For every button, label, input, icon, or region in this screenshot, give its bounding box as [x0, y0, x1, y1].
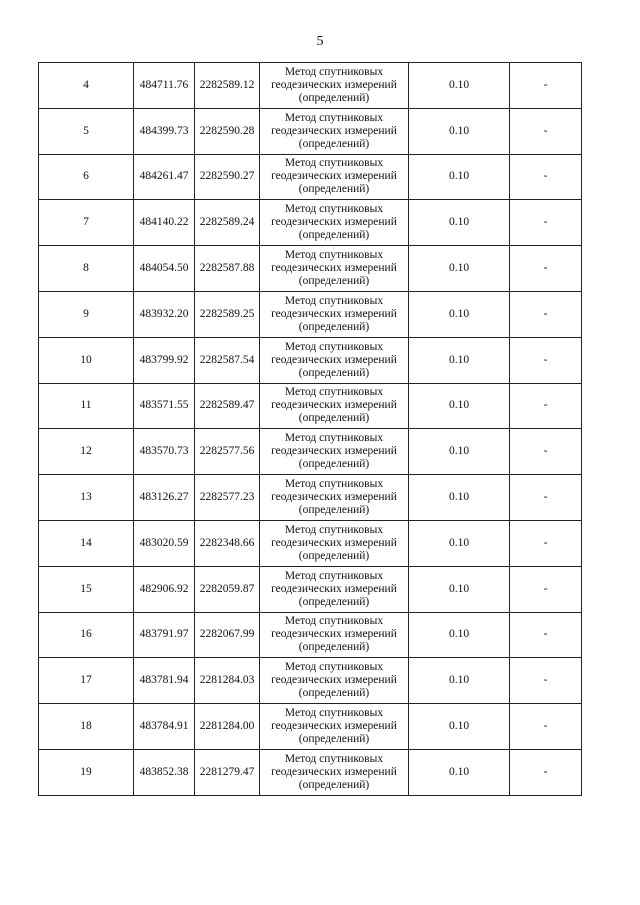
note-cell: - [510, 291, 582, 337]
y-coordinate-cell: 2282059.87 [195, 566, 260, 612]
method-cell [260, 658, 409, 704]
point-number-cell: 11 [39, 383, 134, 429]
method-line: Метод спутниковых [284, 157, 384, 170]
note-cell: - [510, 612, 582, 658]
y-coordinate-cell: 2282590.27 [195, 154, 260, 200]
accuracy-cell: 0.10 [409, 520, 510, 566]
x-coordinate-cell: 483852.38 [134, 749, 195, 795]
table-row [39, 475, 582, 521]
point-number-cell: 8 [39, 246, 134, 292]
method-cell [260, 337, 409, 383]
point-number-cell: 9 [39, 291, 134, 337]
point-number-cell: 12 [39, 429, 134, 475]
y-coordinate-cell: 2282577.56 [195, 429, 260, 475]
point-number-cell: 4 [39, 63, 134, 109]
accuracy-cell: 0.10 [409, 63, 510, 109]
accuracy-cell: 0.10 [409, 612, 510, 658]
note-cell: - [510, 63, 582, 109]
point-number-cell: 16 [39, 612, 134, 658]
x-coordinate-cell: 483570.73 [134, 429, 195, 475]
method-line: (определений) [298, 412, 370, 425]
table-row [39, 291, 582, 337]
y-coordinate-cell: 2282587.88 [195, 246, 260, 292]
table-row [39, 383, 582, 429]
method-line: (определений) [298, 137, 370, 150]
x-coordinate-cell: 483784.91 [134, 704, 195, 750]
x-coordinate-cell: 483932.20 [134, 291, 195, 337]
method-line: (определений) [298, 458, 370, 471]
x-coordinate-cell: 483799.92 [134, 337, 195, 383]
note-cell: - [510, 383, 582, 429]
point-number-cell: 6 [39, 154, 134, 200]
method-cell [260, 475, 409, 521]
note-cell: - [510, 520, 582, 566]
method-line: (определений) [298, 366, 370, 379]
y-coordinate-cell: 2282589.24 [195, 200, 260, 246]
note-cell: - [510, 337, 582, 383]
x-coordinate-cell: 484261.47 [134, 154, 195, 200]
method-line: Метод спутниковых [284, 615, 384, 628]
method-line: Метод спутниковых [284, 707, 384, 720]
method-line: геодезических измерений [271, 307, 397, 320]
table-row [39, 749, 582, 795]
table-row [39, 658, 582, 704]
method-line: геодезических измерений [271, 353, 397, 366]
note-cell: - [510, 475, 582, 521]
method-line: Метод спутниковых [284, 752, 384, 765]
x-coordinate-cell: 483571.55 [134, 383, 195, 429]
method-line: (определений) [298, 595, 370, 608]
x-coordinate-cell: 482906.92 [134, 566, 195, 612]
method-line: Метод спутниковых [284, 340, 384, 353]
method-line: Метод спутниковых [284, 478, 384, 491]
accuracy-cell: 0.10 [409, 154, 510, 200]
y-coordinate-cell: 2282589.12 [195, 63, 260, 109]
method-cell [260, 200, 409, 246]
method-line: Метод спутниковых [284, 661, 384, 674]
table-row [39, 63, 582, 109]
note-cell: - [510, 658, 582, 704]
method-line: геодезических измерений [271, 536, 397, 549]
accuracy-cell: 0.10 [409, 291, 510, 337]
method-line: (определений) [298, 733, 370, 746]
point-number-cell: 7 [39, 200, 134, 246]
method-line: геодезических измерений [271, 720, 397, 733]
method-line: (определений) [298, 778, 370, 791]
accuracy-cell: 0.10 [409, 475, 510, 521]
y-coordinate-cell: 2282589.25 [195, 291, 260, 337]
point-number-cell: 5 [39, 108, 134, 154]
table-row [39, 154, 582, 200]
note-cell: - [510, 566, 582, 612]
y-coordinate-cell: 2282587.54 [195, 337, 260, 383]
accuracy-cell: 0.10 [409, 383, 510, 429]
note-cell: - [510, 704, 582, 750]
table-row [39, 337, 582, 383]
point-number-cell: 18 [39, 704, 134, 750]
method-cell [260, 749, 409, 795]
y-coordinate-cell: 2281284.00 [195, 704, 260, 750]
method-line: геодезических измерений [271, 765, 397, 778]
note-cell: - [510, 429, 582, 475]
method-line: (определений) [298, 183, 370, 196]
method-cell [260, 383, 409, 429]
accuracy-cell: 0.10 [409, 246, 510, 292]
x-coordinate-cell: 483781.94 [134, 658, 195, 704]
point-number-cell: 15 [39, 566, 134, 612]
method-line: (определений) [298, 549, 370, 562]
method-line: геодезических измерений [271, 628, 397, 641]
method-line: геодезических измерений [271, 445, 397, 458]
accuracy-cell: 0.10 [409, 200, 510, 246]
accuracy-cell: 0.10 [409, 566, 510, 612]
method-cell [260, 246, 409, 292]
method-cell [260, 566, 409, 612]
y-coordinate-cell: 2282348.66 [195, 520, 260, 566]
method-line: (определений) [298, 91, 370, 104]
point-number-cell: 14 [39, 520, 134, 566]
method-line: Метод спутниковых [284, 249, 384, 262]
coordinates-table [38, 62, 582, 796]
method-line: геодезических измерений [271, 216, 397, 229]
method-line: Метод спутниковых [284, 203, 384, 216]
note-cell: - [510, 246, 582, 292]
note-cell: - [510, 200, 582, 246]
method-line: (определений) [298, 504, 370, 517]
method-line: геодезических измерений [271, 674, 397, 687]
method-cell [260, 704, 409, 750]
method-line: геодезических измерений [271, 170, 397, 183]
method-line: (определений) [298, 275, 370, 288]
method-line: Метод спутниковых [284, 523, 384, 536]
table-row [39, 704, 582, 750]
table-row [39, 200, 582, 246]
method-line: геодезических измерений [271, 78, 397, 91]
x-coordinate-cell: 484140.22 [134, 200, 195, 246]
method-cell [260, 612, 409, 658]
method-line: геодезических измерений [271, 124, 397, 137]
table-row [39, 108, 582, 154]
note-cell: - [510, 108, 582, 154]
accuracy-cell: 0.10 [409, 658, 510, 704]
method-line: (определений) [298, 229, 370, 242]
method-line: геодезических измерений [271, 582, 397, 595]
point-number-cell: 17 [39, 658, 134, 704]
method-line: (определений) [298, 320, 370, 333]
method-line: Метод спутниковых [284, 294, 384, 307]
x-coordinate-cell: 484399.73 [134, 108, 195, 154]
y-coordinate-cell: 2281279.47 [195, 749, 260, 795]
method-line: геодезических измерений [271, 491, 397, 504]
x-coordinate-cell: 483791.97 [134, 612, 195, 658]
x-coordinate-cell: 484711.76 [134, 63, 195, 109]
note-cell: - [510, 749, 582, 795]
method-cell [260, 108, 409, 154]
method-line: Метод спутниковых [284, 432, 384, 445]
accuracy-cell: 0.10 [409, 704, 510, 750]
table-row [39, 520, 582, 566]
accuracy-cell: 0.10 [409, 749, 510, 795]
note-cell: - [510, 154, 582, 200]
x-coordinate-cell: 483020.59 [134, 520, 195, 566]
point-number-cell: 19 [39, 749, 134, 795]
method-line: (определений) [298, 641, 370, 654]
point-number-cell: 13 [39, 475, 134, 521]
y-coordinate-cell: 2281284.03 [195, 658, 260, 704]
table-row [39, 429, 582, 475]
table-body [39, 63, 582, 796]
table-row [39, 246, 582, 292]
accuracy-cell: 0.10 [409, 337, 510, 383]
method-line: геодезических измерений [271, 262, 397, 275]
accuracy-cell: 0.10 [409, 429, 510, 475]
method-cell [260, 63, 409, 109]
method-line: Метод спутниковых [284, 569, 384, 582]
table-row [39, 566, 582, 612]
page-number: 5 [316, 34, 324, 49]
method-cell [260, 291, 409, 337]
accuracy-cell: 0.10 [409, 108, 510, 154]
method-line: Метод спутниковых [284, 111, 384, 124]
method-line: Метод спутниковых [284, 65, 384, 78]
x-coordinate-cell: 483126.27 [134, 475, 195, 521]
y-coordinate-cell: 2282067.99 [195, 612, 260, 658]
y-coordinate-cell: 2282590.28 [195, 108, 260, 154]
method-cell [260, 520, 409, 566]
method-line: (определений) [298, 687, 370, 700]
table-row [39, 612, 582, 658]
method-line: геодезических измерений [271, 399, 397, 412]
y-coordinate-cell: 2282589.47 [195, 383, 260, 429]
method-line: Метод спутниковых [284, 386, 384, 399]
point-number-cell: 10 [39, 337, 134, 383]
method-cell [260, 429, 409, 475]
method-cell [260, 154, 409, 200]
y-coordinate-cell: 2282577.23 [195, 475, 260, 521]
x-coordinate-cell: 484054.50 [134, 246, 195, 292]
